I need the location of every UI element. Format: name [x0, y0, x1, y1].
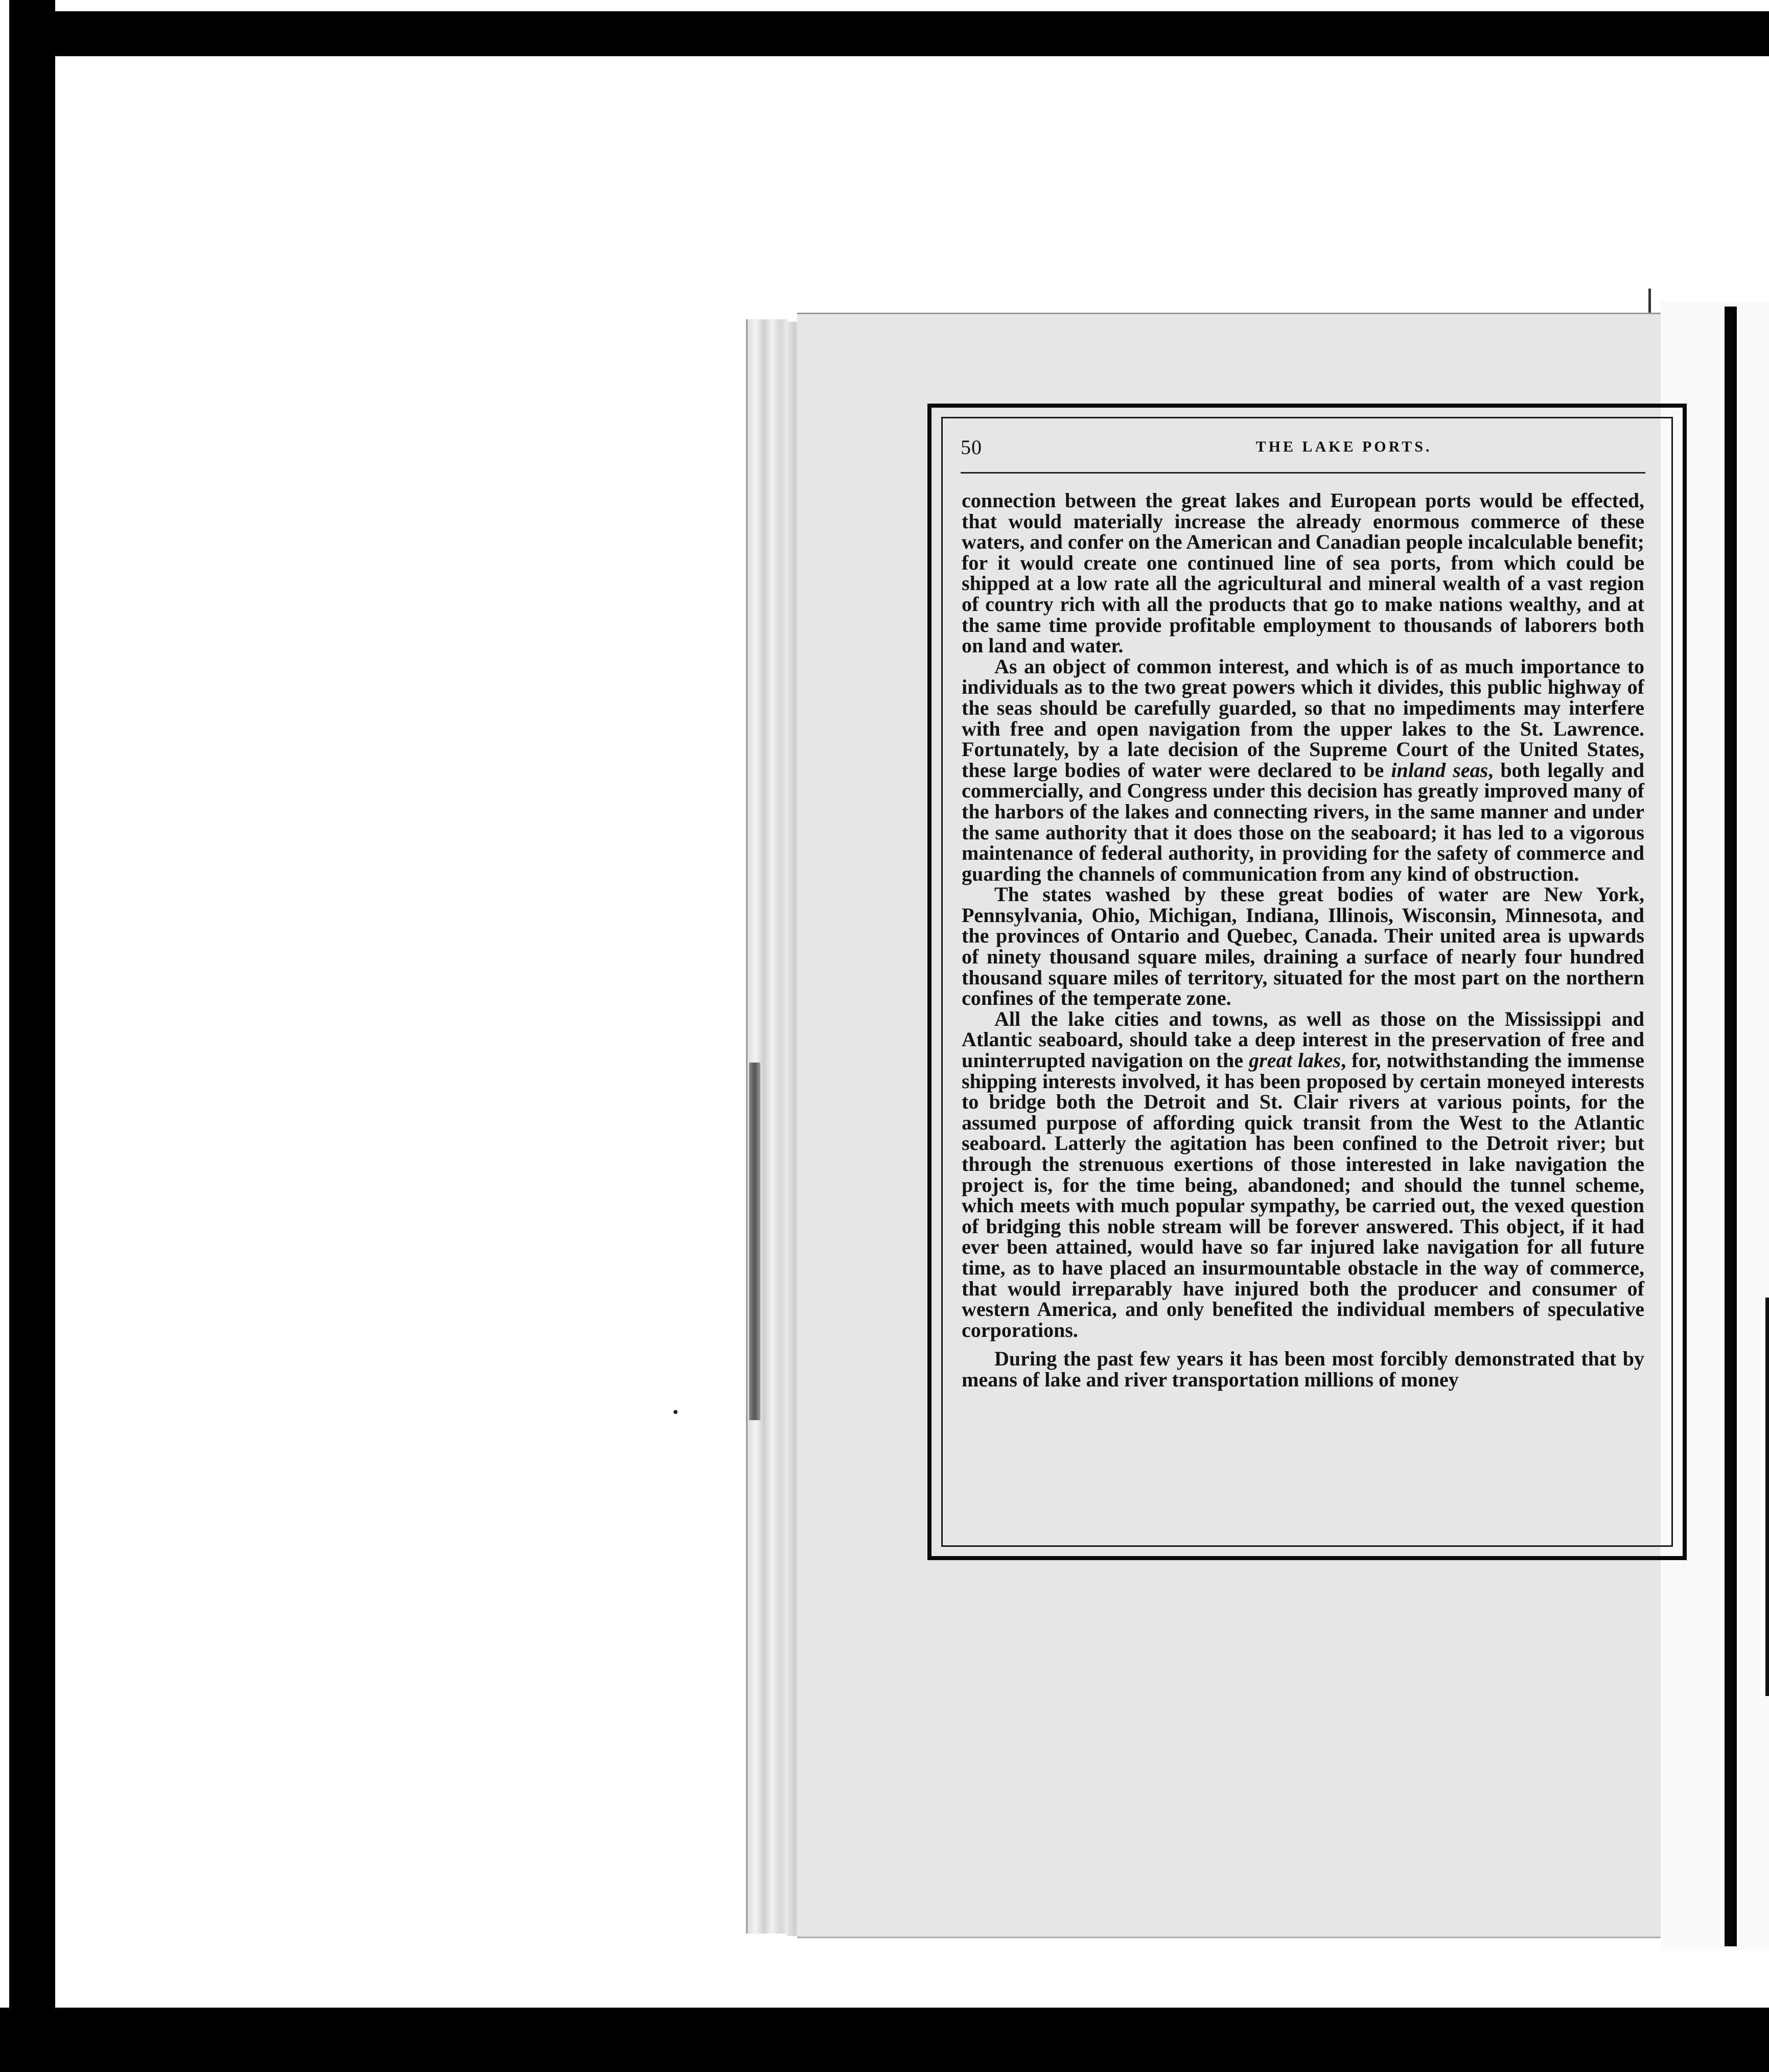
paragraph-2 [962, 656, 1644, 885]
running-head: THE LAKE PORTS. [1255, 438, 1432, 455]
header-rule [961, 472, 1645, 474]
paragraph-4 [962, 1009, 1644, 1341]
opposite-page-border [1725, 307, 1737, 1946]
opposite-page-border-edge [1765, 1298, 1769, 1696]
scan-border-bottom [0, 2008, 1769, 2072]
page-number: 50 [961, 436, 982, 459]
paragraph-4-text-a: All the lake cities and towns, as well as those on the Mississippi and Atlantic seaboard, should take a deep interest in the preservation of free and uninterrupted navigation on the [962, 1007, 1644, 1072]
body-text [962, 490, 1644, 1391]
paragraph-4-italic: great lakes [1249, 1049, 1341, 1072]
paragraph-4-text-b: , for, notwithstanding the immense shipping interests involved, it has been proposed by certain moneyed interests to bridge both the Detroit and St. Clair rivers at various points, for the assumed purpose of affording quick transit from the West to the Atlantic seaboard. Latterly the agitation has been confined to the Detroit river; but through the strenuous exertions of those interested in lake navigation the project is, for the time being, abandoned; and should the tunnel scheme, which meets with much popular sympathy, be carried out, the vexed question of bridging this noble stream will be forever answered. This object, if it had ever been attained, would have so far injured lake navigation for all future time, as to have placed an insurmountable obstacle in the way of commerce, that would irreparably have injured both the producer and consumer of western America, and only benefited the individual members of speculative corporations. [962, 1049, 1644, 1341]
scan-border-left-edge [0, 0, 9, 2008]
scan-border-top-edge [0, 0, 1769, 11]
book-edge-shadow [749, 1063, 760, 1420]
paragraph-5: During the past few years it has been most forcibly demonstrated that by means of lake and river transportation millions of money [962, 1347, 1644, 1391]
paragraph-1: connection between the great lakes and European ports would be effected, that would materially increase the already enormous commerce of these waters, and confer on the American and Canadian people incalculable benefit; for it would create one continued line of sea ports, from which could be shipped at a low rate all the agricultural and mineral wealth of a vast region of country rich with all the products that go to make nations wealthy, and at the same time provide profitable employment to thousands of laborers both on land and water. [962, 489, 1644, 657]
paragraph-2-text-b: , both legally and commercially, and Congress under this decision has greatly improved many of the harbors of the lakes and connecting rivers, in the same manner and under the same authority that it does those on the seaboard; it has led to a vigorous maintenance of federal authority, in providing for the safety of commerce and guarding the channels of communication from any kind of obstruction. [962, 758, 1644, 885]
paragraph-2-text-a: As an object of common interest, and which is of as much importance to individuals as to the two great powers which it divides, this public highway of the seas should be carefully guarded, so that no impediments may interfere with free and open navigation from the upper lakes to the St. Lawrence. Fortunately, by a late decision of the Supreme Court of the United States, these large bodies of water were declared to be [962, 654, 1644, 782]
scan-speck [673, 1410, 678, 1414]
paragraph-3: The states washed by these great bodies of water are New York, Pennsylvania, Ohio, Michigan, Indiana, Illinois, Wisconsin, Minnesota, and the provinces of Ontario and Quebec, Canada. Their united area is upwards of ninety thousand square miles, draining a surface of nearly four hundred thousand square miles of territory, situated for the most part on the northern confines of the temperate zone. [962, 883, 1644, 1010]
opposite-page-tick [1648, 289, 1651, 314]
paragraph-2-italic: inland seas [1391, 758, 1488, 782]
